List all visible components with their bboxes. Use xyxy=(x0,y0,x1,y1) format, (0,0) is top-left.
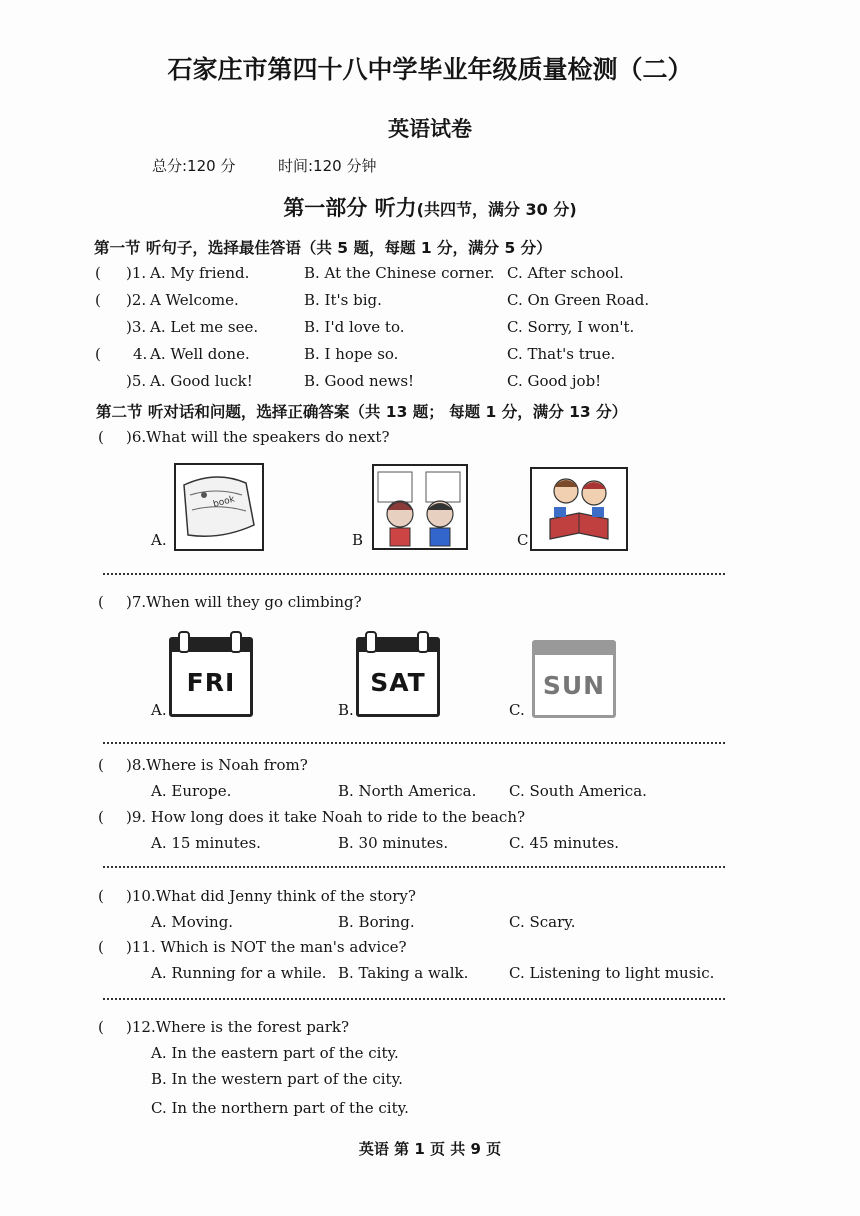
answer-paren: ( xyxy=(98,1018,104,1036)
option-a: A Welcome. xyxy=(150,291,239,309)
question-9-text: )9. How long does it take Noah to ride to the beach? xyxy=(126,808,526,826)
answer-paren: ( xyxy=(95,264,101,282)
divider xyxy=(103,742,725,744)
option-a-label: A. xyxy=(151,531,167,549)
section2-heading: 第二节 听对话和问题，选择正确答案（共 13 题； 每题 1 分，满分 13 分） xyxy=(96,403,628,421)
option-b: B. At the Chinese corner. xyxy=(304,264,495,282)
question-11-text: )11. Which is NOT the man's advice? xyxy=(126,938,407,956)
question-8-text: )8.Where is Noah from? xyxy=(126,756,308,774)
divider xyxy=(103,866,725,868)
option-a: A. Moving. xyxy=(151,913,234,931)
page-footer: 英语 第 1 页 共 9 页 xyxy=(358,1140,502,1158)
answer-paren: ( xyxy=(98,938,104,956)
divider xyxy=(103,998,725,1000)
option-b-calendar xyxy=(356,637,440,717)
option-b: B. I hope so. xyxy=(304,345,399,363)
option-c-calendar xyxy=(532,640,616,718)
option-a-book-picture xyxy=(174,463,264,551)
option-c: C. On Green Road. xyxy=(507,291,650,309)
answer-paren: ( xyxy=(98,887,104,905)
part1-note: (共四节，满分 30 分) xyxy=(416,200,577,219)
exam-title: 石家庄市第四十八中学毕业年级质量检测（二） xyxy=(167,55,693,84)
exam-time: 时间:120 分钟 xyxy=(278,157,377,175)
option-b: B. North America. xyxy=(338,782,477,800)
option-b-label: B xyxy=(352,531,364,549)
question-7-text: )7.When will they go climbing? xyxy=(126,593,362,611)
question-12-text: )12.Where is the forest park? xyxy=(126,1018,350,1036)
calendar-day: SUN xyxy=(542,671,606,700)
option-a-calendar xyxy=(169,637,253,717)
calendar-day: FRI xyxy=(186,668,236,697)
option-c: C. Scary. xyxy=(509,913,576,931)
answer-paren: ( xyxy=(98,428,104,446)
option-b: B. 30 minutes. xyxy=(338,834,449,852)
part1-heading xyxy=(0,192,860,222)
question-number: 4. xyxy=(133,345,148,363)
question-number: )2. xyxy=(126,291,147,309)
option-b: B. Boring. xyxy=(338,913,415,931)
question-6-text: )6.What will the speakers do next? xyxy=(126,428,390,446)
option-c-label: C xyxy=(517,531,529,549)
option-c: C. In the northern part of the city. xyxy=(151,1099,409,1117)
answer-paren: ( xyxy=(95,345,101,363)
part1-title: 第一部分 听力 xyxy=(283,196,417,220)
option-b: B. It's big. xyxy=(304,291,382,309)
option-c: C. Good job! xyxy=(507,372,602,390)
answer-paren: ( xyxy=(95,291,101,309)
option-c: C. 45 minutes. xyxy=(509,834,620,852)
question-number: )3. xyxy=(126,318,147,336)
section1-heading: 第一节 听句子，选择最佳答语（共 5 题，每题 1 分，满分 5 分） xyxy=(94,239,552,257)
answer-paren: ( xyxy=(98,808,104,826)
option-c: C. Listening to light music. xyxy=(509,964,715,982)
option-b: B. I'd love to. xyxy=(304,318,405,336)
option-b: B. In the western part of the city. xyxy=(151,1070,403,1088)
option-a: A. Running for a while. xyxy=(151,964,327,982)
option-a: A. Good luck! xyxy=(150,372,253,390)
calendar-day: SAT xyxy=(370,668,426,697)
total-score: 总分:120 分 xyxy=(152,157,236,175)
option-a: A. 15 minutes. xyxy=(151,834,261,852)
divider xyxy=(103,573,725,575)
exam-subtitle: 英语试卷 xyxy=(388,117,472,141)
option-a: A. Let me see. xyxy=(150,318,259,336)
answer-paren: ( xyxy=(98,756,104,774)
option-c: C. That's true. xyxy=(507,345,616,363)
option-a: A. Europe. xyxy=(151,782,232,800)
option-c-label: C. xyxy=(509,701,525,719)
option-b: B. Good news! xyxy=(304,372,415,390)
option-a: A. Well done. xyxy=(150,345,250,363)
option-b-drawing-picture xyxy=(372,464,468,550)
option-a-label: A. xyxy=(151,701,167,719)
book-label: book xyxy=(212,494,236,510)
option-b-label: B. xyxy=(338,701,354,719)
option-c: C. After school. xyxy=(507,264,624,282)
option-b: B. Taking a walk. xyxy=(338,964,469,982)
option-c: C. South America. xyxy=(509,782,647,800)
question-number: )5. xyxy=(126,372,147,390)
option-c-reading-picture xyxy=(530,467,628,551)
question-10-text: )10.What did Jenny think of the story? xyxy=(126,887,416,905)
option-a: A. In the eastern part of the city. xyxy=(151,1044,399,1062)
answer-paren: ( xyxy=(98,593,104,611)
option-c: C. Sorry, I won't. xyxy=(507,318,635,336)
question-number: )1. xyxy=(126,264,147,282)
option-a: A. My friend. xyxy=(150,264,250,282)
